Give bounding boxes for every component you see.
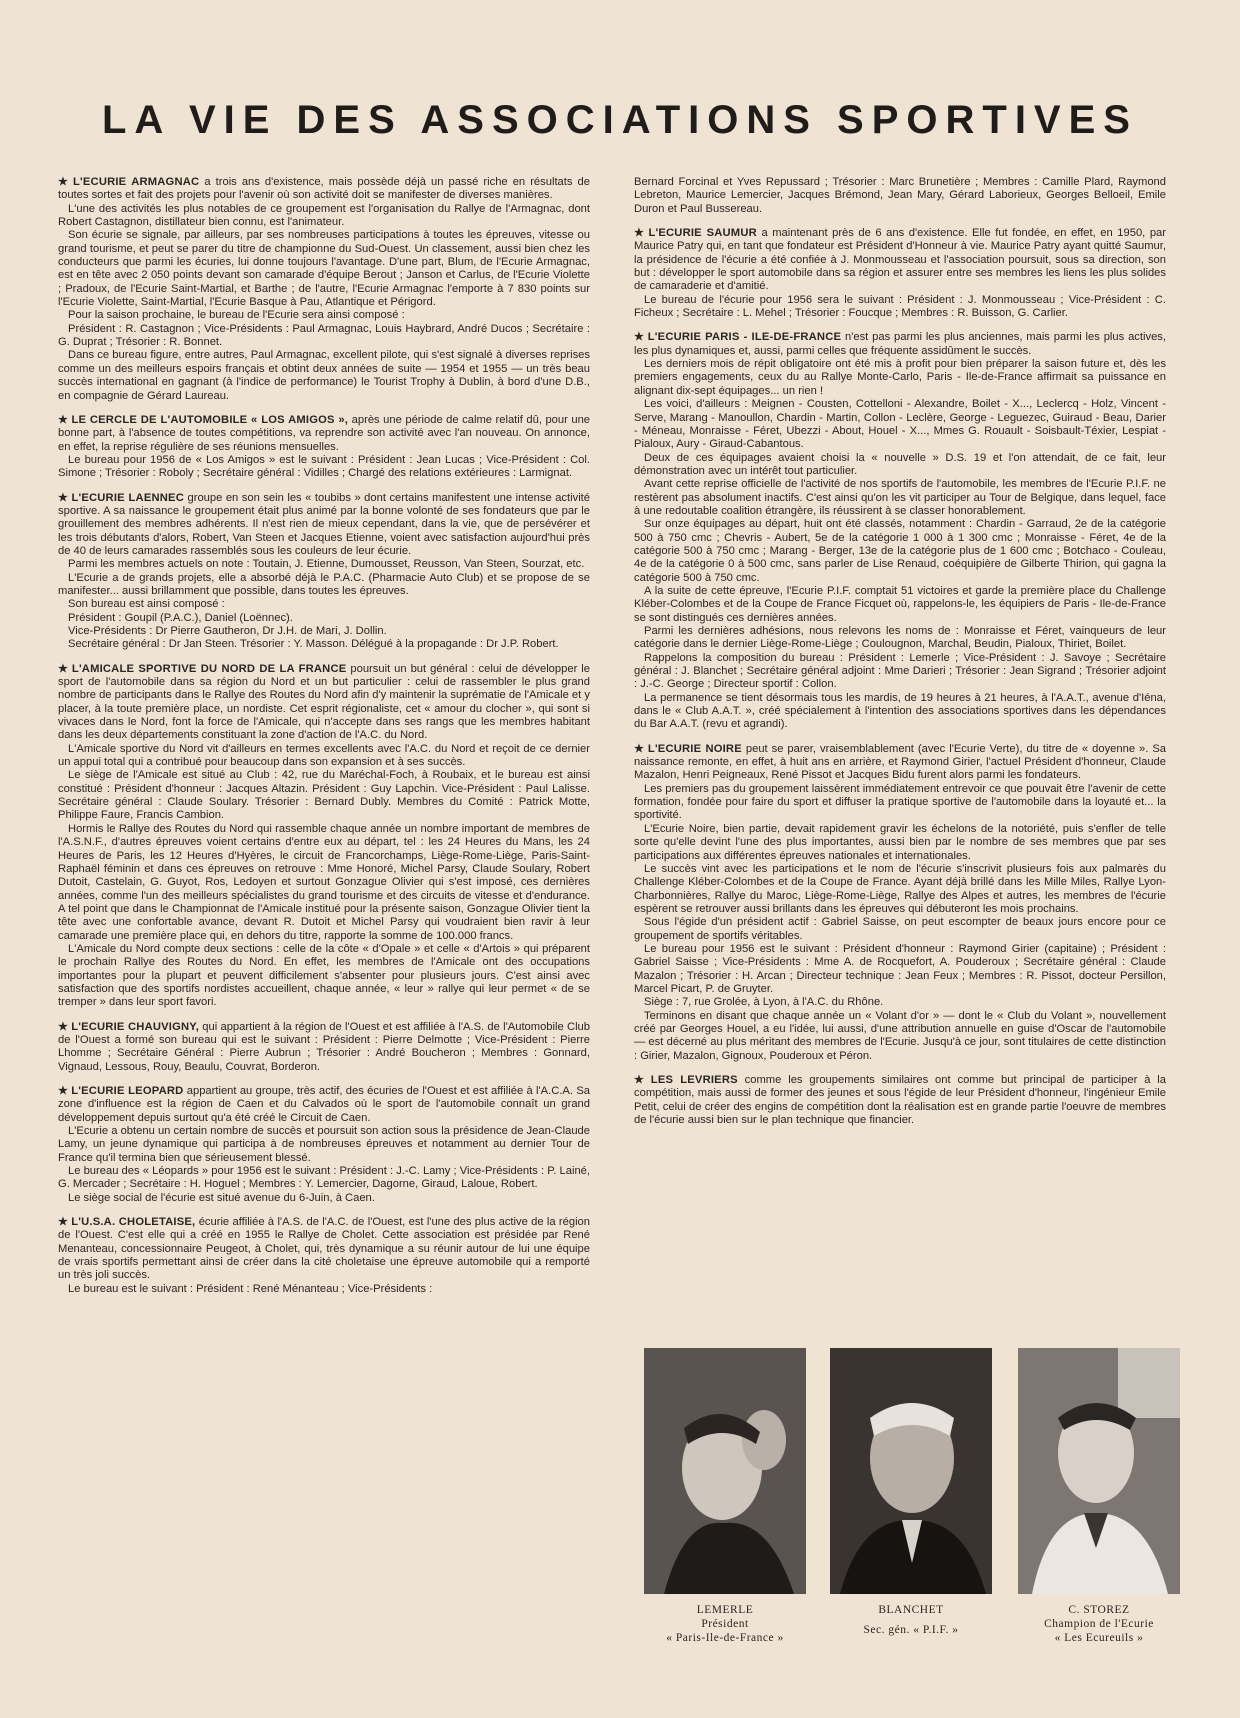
association-name: L'ECURIE CHAUVIGNY, (71, 1020, 200, 1033)
section-lead (58, 1085, 590, 1125)
caption-org: « Paris-Ile-de-France » (666, 1632, 784, 1644)
paragraph: L'Ecurie Noire, bien partie, devait rapidement gravir les échelons de la notoriété, puis s'enfler de telle sorte qu'elle devint l'une des plus importantes, aussi bien par le nombre de ses membres que par ses participations aux différentes épreuves nationales et internationales. (634, 822, 1166, 862)
article-section (58, 1021, 590, 1074)
paragraph: Les voici, d'ailleurs : Meignen - Cousten, Cottelloni - Alexandre, Boilet - X..., Leclercq - Holz, Vincent - Serve, Marang - Manoullon, Chardin - Martin, Collon - Leclère, George - Leguezec, Guiraud - Beau, Darier - Méneau, Monraisse - Féret, Ubezzi - About, Houel - X..., Mmes G. Rouault - Soisbault-Téxier, Lespiat - Pialoux, Aury - Giraud-Cabantous. (634, 398, 1166, 451)
right-column (634, 176, 1166, 1336)
paragraph: Sur onze équipages au départ, huit ont été classés, notamment : Chardin - Garraud, 2e de la catégorie 500 à 750 cmc ; Chevris - Aubert, 5e de la catégorie 1 000 à 1 300 cmc ; Monraisse - Féret, 4e de la catégorie 500 à 750 cmc ; Marang - Berger, 13e de la catégorie plus de 1 600 cmc ; Botchaco - Couleau, 4e de la catégorie 0 à 500 cmc, sans parler de Lise Renaud, coéquipière de Gilberte Thirion, qui gagna la catégorie 500 à 750 cmc. (634, 518, 1166, 584)
article-section (634, 331, 1166, 731)
caption-name: LEMERLE (696, 1604, 754, 1616)
section-lead (58, 176, 590, 203)
paragraph: Les derniers mois de répit obligatoire ont été mis à profit pour bien préparer la saison future et, dès les premiers engagements, ceux du au Rallye Monte-Carlo, Paris - Ile-de-France affirmait sa puissance en alignant dix-sept équipages... un rien ! (634, 358, 1166, 397)
paragraph: L'Amicale sportive du Nord vit d'ailleurs en termes excellents avec l'A.C. du Nord et reçoit de ce dernier un appui total qui a contribué pour beaucoup dans son expansion et à ses succès. (58, 742, 590, 769)
paragraph: Le bureau pour 1956 de « Los Amigos » est le suivant : Président : Jean Lucas ; Vice-Président : Col. Simone ; Trésorier : Roboly ; Secrétaire général : Vidilles ; Chargé des relations extérieures : Larmignat. (58, 453, 590, 480)
article-section (634, 1074, 1166, 1127)
section-lead (634, 227, 1166, 294)
article-section (634, 743, 1166, 1063)
caption-lemerle (625, 1603, 825, 1645)
article-section (58, 1085, 590, 1205)
star-icon: ★ (58, 1020, 69, 1033)
paragraph: Le siège social de l'écurie est situé avenue du 6-Juin, à Caen. (68, 1191, 375, 1204)
paragraph: Siège : 7, rue Grolée, à Lyon, à l'A.C. du Rhône. (644, 996, 884, 1009)
paragraph: Rappelons la composition du bureau : Président : Lemerle ; Vice-Président : J. Savoye ; Secrétaire général : J. Blanchet ; Secrétaire général adjoint : Mme Darieri ; Trésorier : Jean Sigrand ; Trésorier adjoint : J.-C. George ; Directeur sportif : Collon. (634, 651, 1166, 691)
lead-text: peut se parer, vraisemblablement (avec l'Ecurie Verte), du titre de « doyenne ». Sa naissance remonte, en effet, à huit ans en arrière, et Raymond Girier, l'actuel Président d'honneur, Claude Mazalon, Henri Peigneaux, René Pissot et Jacques Bidu furent alors parmi les fondateurs. (634, 742, 1166, 782)
page-title: LA VIE DES ASSOCIATIONS SPORTIVES (102, 98, 1138, 142)
paragraph: Son bureau est ainsi composé : (68, 598, 225, 611)
left-column (58, 176, 590, 1706)
article-section (58, 663, 590, 1010)
photo-blanchet (830, 1348, 992, 1594)
association-name: L'AMICALE SPORTIVE DU NORD DE LA FRANCE (71, 662, 347, 675)
photo-storez (1018, 1348, 1180, 1594)
caption-role: Sec. gén. « P.I.F. » (863, 1624, 959, 1636)
caption-storez (999, 1603, 1199, 1645)
paragraph: Le bureau est le suivant : Président : René Ménanteau ; Vice-Présidents : (68, 1282, 433, 1295)
section-lead (634, 1074, 1166, 1127)
lead-text: écurie affiliée à l'A.S. de l'A.C. de l'Ouest, est l'une des plus active de la région de l'Ouest. C'est elle qui a créé en 1955 le Rallye de Cholet. Cette association est présidée par René Menanteau, concessionnaire Peugeot, à Cholet, qui, très dynamique a su réunir autour de lui une équipe de vrais sportifs permettant ainsi de créer dans la cité choletaise une épreuve automobile qui a remporté un très joli succès. (58, 1216, 590, 1282)
paragraph: Les premiers pas du groupement laissèrent immédiatement entrevoir ce que pouvait être l'avenir de cette formation, fondée pour faire du sport et diffuser la pratique sportive de l'automobile dans la loyauté et... la sportivité. (634, 782, 1166, 822)
caption-org: « Les Ecureuils » (1054, 1632, 1144, 1644)
association-name: L'ECURIE PARIS - ILE-DE-FRANCE (647, 331, 842, 344)
paragraph: Le siège de l'Amicale est situé au Club : 42, rue du Maréchal-Foch, à Roubaix, et le bureau est ainsi constitué : Président d'honneur : Jacques Altazin. Président : Guy Lapchin. Vice-Président : Paul Lalisse. Secrétaire général : Claude Soulary. Trésorier : Bernard Dubly. Membres du Comité : Patrick Motte, Philippe Faure, Francis Cambion. (58, 769, 590, 822)
paragraph: Le succès vint avec les participations et le nom de l'écurie s'inscrivit plusieurs fois aux palmarès du Challenge Kléber-Colombes et de la Coupe de France. Ayant déjà brillé dans les Mille Miles, Rallye Lyon-Charbonnières, Rallye du Maroc, Liège-Rome-Liège, Rallye des Alpes et autres, les membres de l'écurie espèrent se retrouver aussi brillants dans les épreuves qui débuteront les mois prochains. (634, 862, 1166, 915)
photo-strip (634, 1348, 1194, 1708)
portrait-image (830, 1348, 992, 1594)
association-name: L'ECURIE NOIRE (647, 742, 742, 755)
section-lead (58, 1216, 590, 1283)
lead-text: après une période de calme relatif dû, pour une bonne part, à l'absence de toutes compétitions, va reprendre son activité avec l'an nouveau. On annonce, en effet, la reprise régulière de ses réunions mensuelles. (58, 413, 590, 453)
lead-text: a trois ans d'existence, mais possède déjà un passé riche en résultats de toutes sortes et fait des projets pour l'avenir où son activité doit se manifester de diverses manières. (58, 176, 590, 202)
lead-text: groupe en son sein les « toubibs » dont certains manifestent une intense activité sportive. A sa naissance le groupement était plus animé par la bonne volonté de ses fondateurs que par le grouillement des membres adhérents. Il n'est rien de mieux cependant, dans la vie, que de persévérer et les trois débutants d'alors, Robert, Van Steen et Jacques Etienne, voient avec satisfaction aujourd'hui près de 40 de leurs camarades rassemblés sous les couleurs de leur écurie. (58, 491, 590, 557)
paragraph: Dans ce bureau figure, entre autres, Paul Armagnac, excellent pilote, qui s'est signalé à diverses reprises comme un des meilleurs espoirs français et obtint deux années de suite — 1954 et 1955 — un très beau succès international en gagnant (à l'indice de performance) le Tourist Trophy à Dublin, à bord d'une D.B., en compagnie de Gérard Laureau. (58, 349, 590, 402)
article-section (58, 1216, 590, 1296)
section-lead (634, 743, 1166, 783)
paragraph: Le bureau de l'écurie pour 1956 sera le suivant : Président : J. Monmousseau ; Vice-Président : C. Ficheux ; Secrétaire : L. Mehel ; Trésorier : Foucque ; Membres : R. Buisson, G. Carlier. (634, 293, 1166, 320)
paragraph: Son écurie se signale, par ailleurs, par ses nombreuses participations à toutes les épreuves, vitesse ou grand tourisme, et peut se parer du titre de championne du Sud-Ouest. Un classement, aussi bien chez les conducteurs que parmi les écuries, lui donne toujours l'avantage. D'une part, Blum, de l'Ecurie Armagnac, est en tête avec 2 050 points devant son camarade d'équipe Berout ; Janson et Carlus, de l'Ecurie Violette ; Pradoux, de l'Ecurie Saint-Martial, et Barthe ; de l'autre, l'Ecurie Armagnac l'emporte à 7 830 points sur l'Ecurie Violette, Saint-Martial, l'Ecurie Basque à Pau, Atlantique et Périgord. (58, 229, 590, 309)
paragraph: L'Ecurie a de grands projets, elle a absorbé déjà le P.A.C. (Pharmacie Auto Club) et se propose de se manifester... aussi brillamment que possible, dans toutes les épreuves. (58, 571, 590, 597)
star-icon: ★ (58, 662, 69, 675)
association-name: LE CERCLE DE L'AUTOMOBILE « LOS AMIGOS », (71, 413, 349, 426)
star-icon: ★ (58, 1085, 69, 1097)
paragraph: Hormis le Rallye des Routes du Nord qui rassemble chaque année un nombre important de membres de l'A.S.N.F., d'autres épreuves voient certains d'entre eux au départ, tel : les 24 Heures du Mans, les 24 Heures de Paris, les 12 Heures d'Hyères, le circuit de Francorchamps, Liège-Rome-Liège, Paris-Saint-Raphaël féminin et dans ces épreuves on retrouve : Mme Honoré, Michel Parsy, Claude Soulary, Robert Dutoit, Castelain, G. Guyot, Ros, Ledoyen et surtout Gonzague Olivier qui s'est imposé, ces dernières années, comme l'un des meilleurs spécialistes du grand tourisme et des circuits de vitesse et d'endurance. A tel point que dans le Championnat de l'Amicale institué pour la présente saison, Gonzague Olivier tient la tête avec une confortable avance, devant R. Dutoit et Michel Parsy qui voudraient bien ravir à leur camarade une première place qui, en dehors du titre, rapporte la somme de 100.000 francs. (58, 822, 590, 942)
paragraph: Secrétaire général : Dr Jan Steen. Trésorier : Y. Masson. Délégué à la propagande : Dr J.P. Robert. (68, 638, 559, 651)
paragraph: Parmi les membres actuels on note : Toutain, J. Etienne, Dumousset, Reusson, Van Steen, Sourzat, etc. (68, 558, 585, 571)
star-icon: ★ (58, 413, 69, 426)
paragraph: A la suite de cette épreuve, l'Ecurie P.I.F. comptait 51 victoires et garde la première place du Challenge Kléber-Colombes et de la Coupe de France Ficquet où, rappelons-le, les équipiers de Paris - Ile-de-France se sont distingués ces dernières années. (634, 584, 1166, 624)
lead-text: comme les groupements similaires ont comme but principal de participer à la compétition, mais aussi de former des jeunes et sous l'égide de leur Président d'honneur, l'ingénieur Emile Petit, celui de créer des engins de compétition dont la réalisation est en grande partie l'oeuvre de membres de l'écurie aussi bien sur le plan technique que financier. (634, 1074, 1166, 1127)
caption-name: BLANCHET (878, 1604, 944, 1616)
paragraph: Pour la saison prochaine, le bureau de l'Ecurie sera ainsi composé : (68, 309, 405, 322)
section-lead (634, 331, 1166, 358)
caption-blanchet (811, 1603, 1011, 1637)
star-icon: ★ (634, 1074, 648, 1086)
photo-lemerle (644, 1348, 806, 1594)
article-section (58, 176, 590, 403)
star-icon: ★ (58, 1216, 69, 1229)
caption-name: C. STOREZ (1068, 1604, 1130, 1616)
paragraph: Avant cette reprise officielle de l'activité de nos sportifs de l'automobile, les membres de l'Ecurie P.I.F. ne restèrent pas absolument inactifs. C'est ainsi qu'on les vit participer au Tour de Belgique, dans lequel, face à une redoutable coalition étrangère, ils réussirent à se classer honorablement. (634, 478, 1166, 517)
association-name: L'ECURIE LEOPARD (71, 1085, 184, 1097)
paragraph: Parmi les dernières adhésions, nous relevons les noms de : Monraisse et Féret, vainqueurs de leur catégorie dans le dernier Liège-Rome-Liège ; Coulougnon, Marchal, Beudin, Pialoux, Thiriet, Boilet. (634, 625, 1166, 651)
star-icon: ★ (58, 176, 70, 188)
star-icon: ★ (634, 331, 645, 344)
paragraph: Président : R. Castagnon ; Vice-Présidents : Paul Armagnac, Louis Haybrard, André Ducos ; Secrétaire : G. Duprat ; Trésorier : R. Bonnet. (58, 322, 590, 349)
paragraph: L'Amicale du Nord compte deux sections : celle de la côte « d'Opale » et celle « d'Artois » qui préparent le prochain Rallye des Routes du Nord. En effet, les membres de l'Amicale ont des occupations importantes pour la plupart et peuvent difficilement s'absenter pour plusieurs jours. C'est ainsi avec satisfaction que des sportifs nordistes accueillent, chaque année, « leur » rallye qui leur permet « de se tremper » dans leur sport favori. (58, 942, 590, 1009)
association-name: LES LEVRIERS (650, 1074, 738, 1086)
paragraph: L'Ecurie a obtenu un certain nombre de succès et poursuit son action sous la présidence de Jean-Claude Lamy, un jeune dynamique qui participa à de nombreuses épreuves et notamment au dernier Tour de France qu'il termina bien que sérieusement blessé. (58, 1125, 590, 1164)
paragraph: Deux de ces équipages avaient choisi la « nouvelle » D.S. 19 et l'on attendait, de ce fait, leur démonstration avec un intérêt tout particulier. (634, 451, 1166, 477)
association-name: L'ECURIE ARMAGNAC (72, 176, 200, 188)
lead-text: a maintenant près de 6 ans d'existence. Elle fut fondée, en effet, en 1950, par Maurice Patry qui, en tant que fondateur est Président d'Honneur à vie. Maurice Patry ayant quitté Saumur, la présidence de l'écurie a été confiée à J. Monmousseau et l'association poursuit, sous sa direction, son but : développer le sport automobile dans sa région et assurer entre ses membres les liens les plus solides de camaraderie et d'amitié. (634, 227, 1166, 293)
article-section (634, 176, 1166, 216)
paragraph: Vice-Présidents : Dr Pierre Gautheron, Dr J.H. de Mari, J. Dollin. (68, 625, 387, 637)
lead-text: qui appartient à la région de l'Ouest et est affiliée à l'A.S. de l'Automobile Club de l'Ouest a formé son bureau qui est le suivant : Président : Pierre Delmotte ; Vice-Président : Pierre Lhomme ; Secrétaire Général : Pierre Aubrun ; Trésorier : André Boucheron ; Membres : Gonnard, Vignaud, Lessous, Rouy, Beaulu, Couvrat, Borderon. (58, 1020, 590, 1073)
star-icon: ★ (58, 491, 69, 504)
paragraph: La permanence se tient désormais tous les mardis, de 19 heures à 21 heures, à l'A.A.T., avenue d'Iéna, dans le « Club A.A.T. », créé spécialement à l'intention des associations sportives dans les dépendances du Bar A.A.T. (revu et agrandi). (634, 691, 1166, 731)
paragraph: Sous l'égide d'un président actif : Gabriel Saisse, on peut escompter de beaux jours encore pour ce groupement de sportifs véritables. (634, 916, 1166, 942)
lead-text: n'est pas parmi les plus anciennes, mais parmi les plus actives, les plus dynamiques et, aussi, parmi celles que fréquente assidûment le succès. (634, 331, 1166, 357)
section-lead (58, 1021, 590, 1074)
association-name: L'ECURIE SAUMUR (648, 227, 757, 240)
paragraph: Le bureau pour 1956 est le suivant : Président d'honneur : Raymond Girier (capitaine) ; Président : Gabriel Saisse ; Vice-Présidents : Mme A. de Rocquefort, A. Pouderoux ; Secrétaire général : Claude Mazalon ; Trésorier : H. Arcan ; Directeur technique : Jean Feux ; Membres : R. Pissot, docteur Persillon, Marcel Picart, P. de Gruyter. (634, 942, 1166, 995)
paragraph: L'une des activités les plus notables de ce groupement est l'organisation du Rallye de l'Armagnac, dont Robert Castagnon, distillateur bien connu, est l'animateur. (58, 202, 590, 229)
section-lead (58, 414, 590, 454)
article-section (58, 492, 590, 652)
portrait-image (1018, 1348, 1180, 1594)
section-lead (58, 492, 590, 559)
star-icon: ★ (634, 227, 646, 240)
section-lead (58, 663, 590, 743)
article-section (634, 227, 1166, 320)
caption-role: Président (701, 1618, 749, 1630)
caption-role: Champion de l'Ecurie (1044, 1618, 1154, 1630)
star-icon: ★ (634, 742, 645, 755)
paragraph: Bernard Forcinal et Yves Repussard ; Trésorier : Marc Brunetière ; Membres : Camille Plard, Raymond Lebreton, Maurice Lemercier, Jacques Brémond, Jean Mary, Gérard Laborieux, Georges Belloeil, Emile Duron et Paul Bussereau. (634, 176, 1166, 215)
paragraph: Le bureau des « Léopards » pour 1956 est le suivant : Président : J.-C. Lamy ; Vice-Présidents : P. Lainé, G. Mercader ; Secrétaire : H. Hoguel ; Membres : Y. Lemercier, Dagorne, Giraud, Laloue, Robert. (58, 1165, 590, 1191)
lead-text: poursuit un but général : celui de développer le sport de l'automobile dans sa région du Nord et un but particulier : celui de rassembler le plus grand nombre de participants dans le Rallye des Routes du Nord afin d'y maintenir la suprématie de l'Amicale et y placer, à la toute première place, un nordiste. Cet esprit régionaliste, cet « amour du clocher », qui sont si vivaces dans le Nord, font la force de l'Amicale, qui n'accepte dans ses rangs que les membres habitant dans les deux départements constituant la zone d'action de l'A.C. du Nord. (58, 662, 590, 742)
lead-text: appartient au groupe, très actif, des écuries de l'Ouest et est affiliée à l'A.C.A. Sa zone d'influence est la région de Caen et du Calvados où le sport de l'automobile connaît un grand développement depuis surtout qu'a été créé le Circuit de Caen. (58, 1085, 590, 1124)
portrait-image (644, 1348, 806, 1594)
association-name: L'ECURIE LAENNEC (71, 491, 184, 504)
paragraph: Terminons en disant que chaque année un « Volant d'or » — dont le « Club du Volant », nouvellement créé par Georges Houel, a eu l'idée, lui aussi, d'une attribution annuelle en guise d'Oscar de l'automobile — est décerné au plus méritant des membres de l'Ecurie. Jusqu'à ce jour, sont titulaires de cette distinction : Girier, Mazalon, Gignoux, Pouderoux et Péron. (634, 1009, 1166, 1062)
paragraph: Président : Goupil (P.A.C.), Daniel (Loënnec). (68, 611, 293, 624)
article-section (58, 414, 590, 481)
association-name: L'U.S.A. CHOLETAISE, (71, 1216, 196, 1229)
